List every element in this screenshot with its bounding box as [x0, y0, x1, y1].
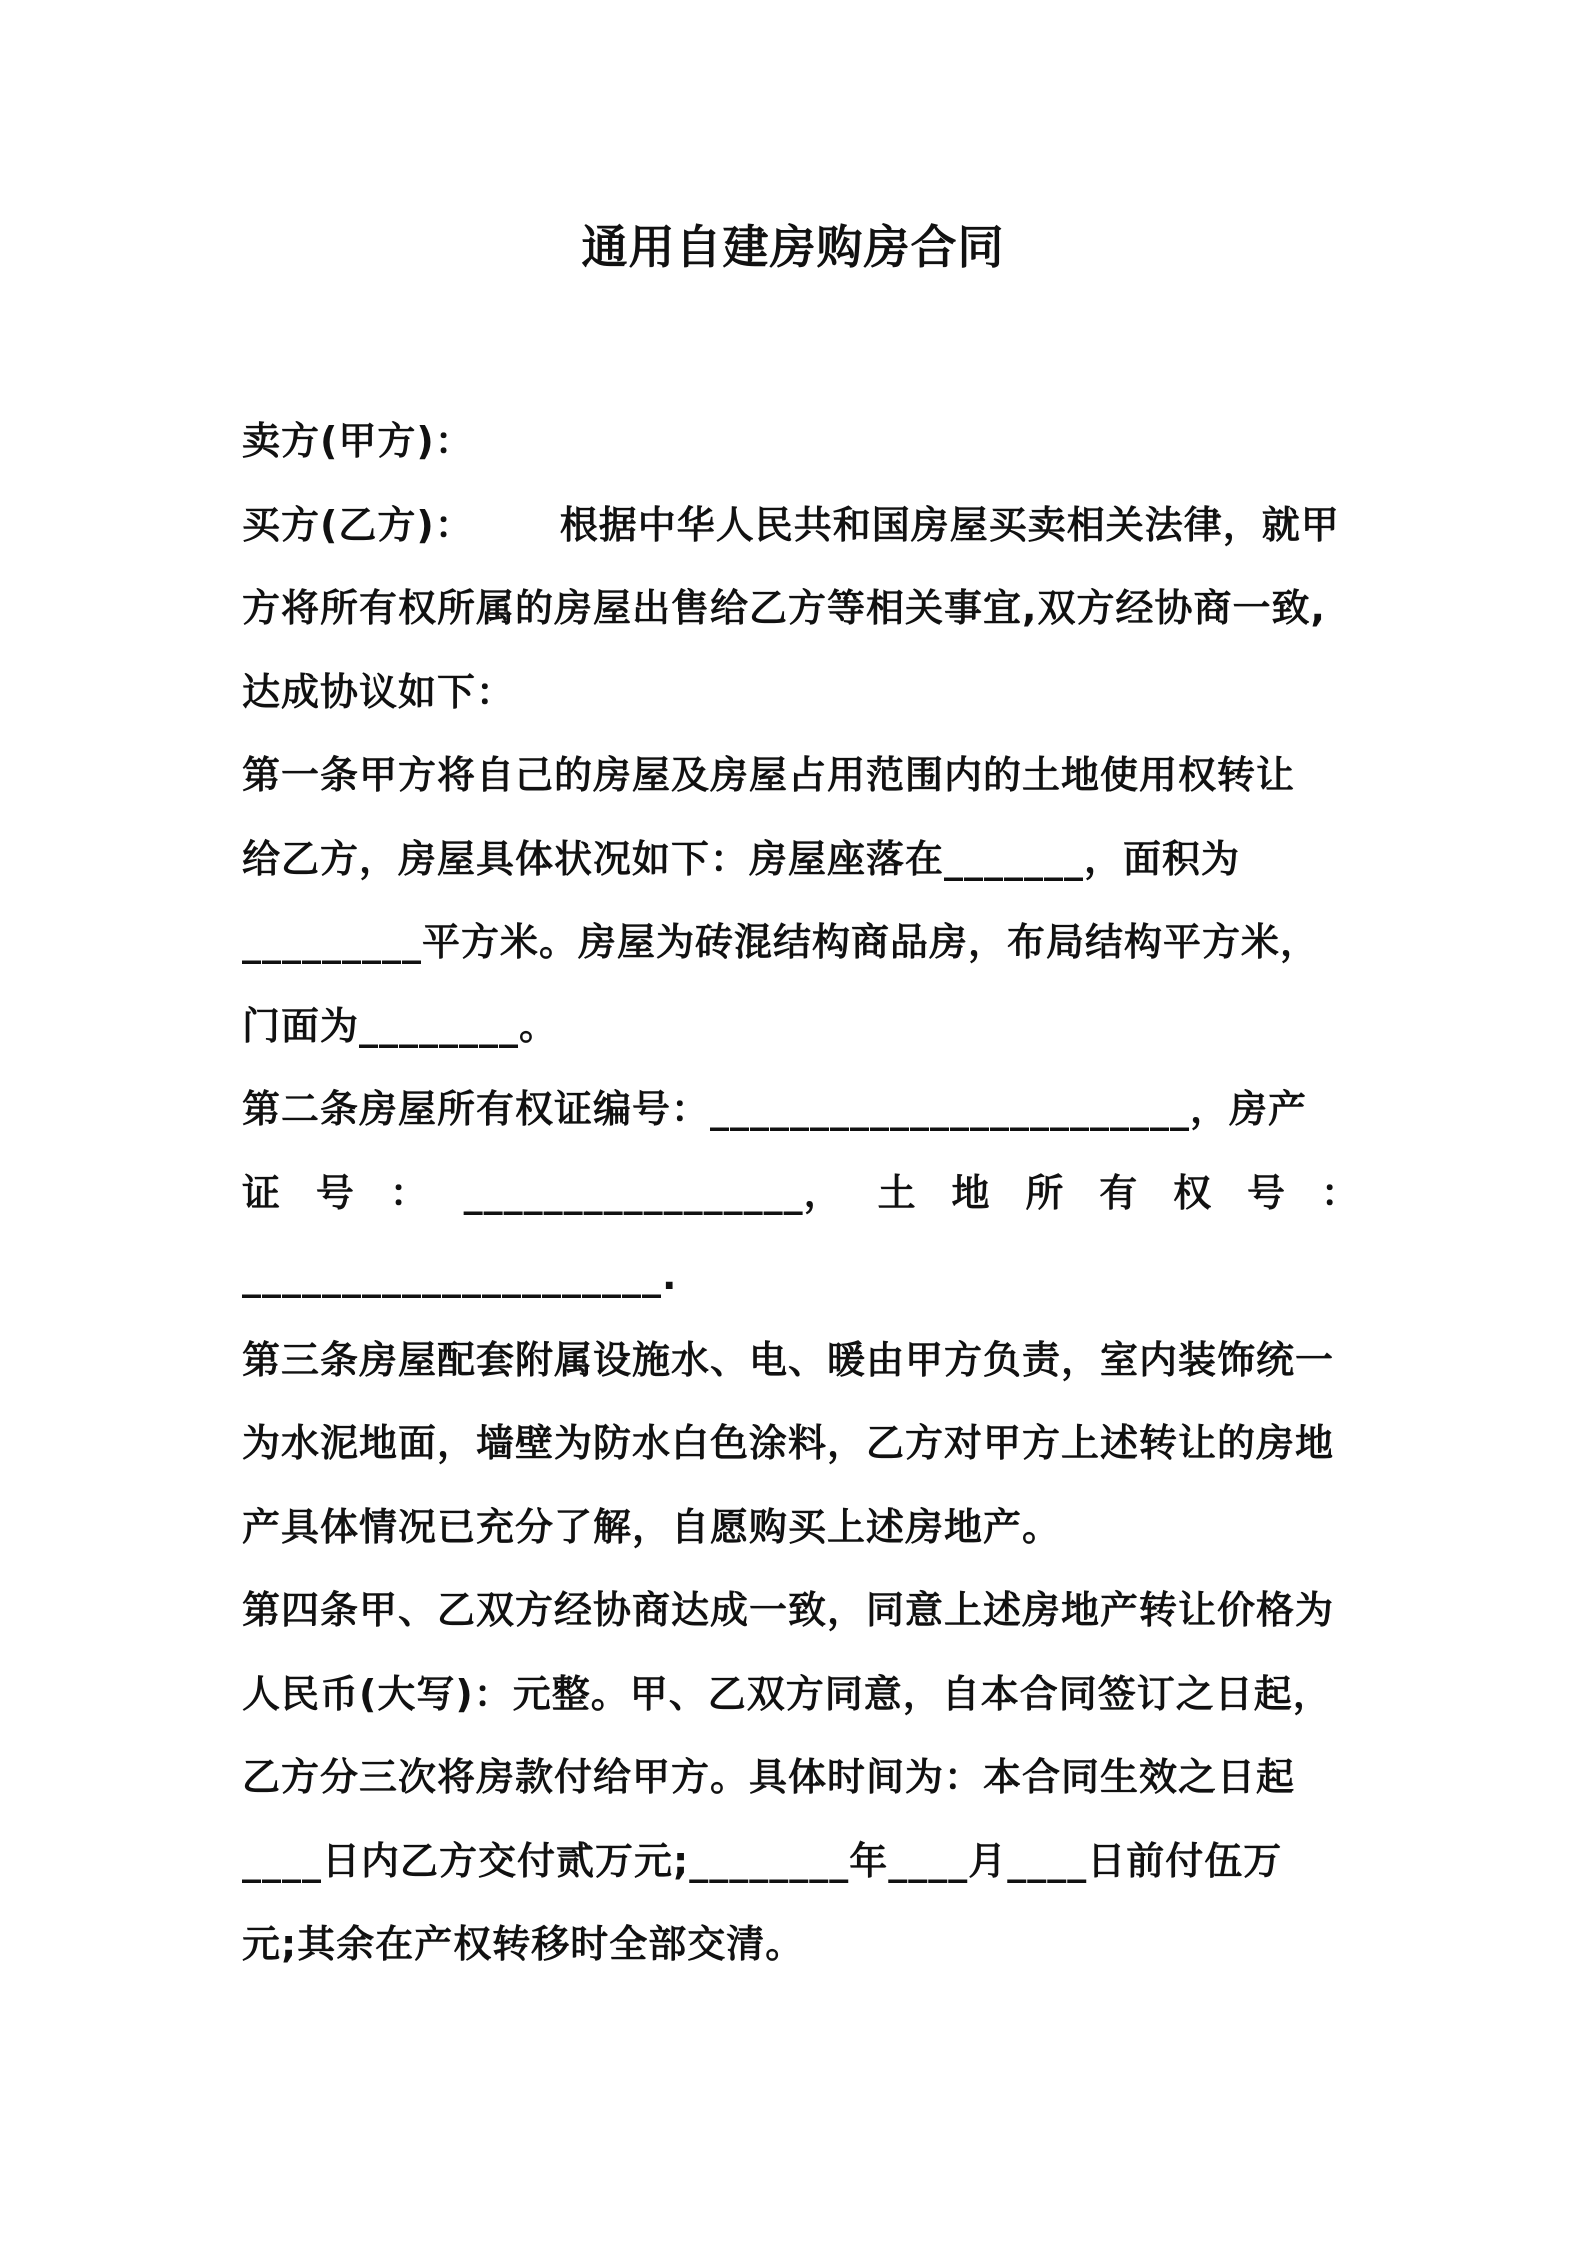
article3-line-3: 产具体情况已充分了解，自愿购买上述房地产。 — [242, 1504, 1062, 1549]
art2-part: 号 — [315, 1170, 355, 1215]
buyer-label: 买方(乙方)： — [242, 502, 474, 547]
article3-line-2: 为水泥地面，墙壁为防水白色涂料，乙方对甲方上述转让的房地 — [242, 1421, 1335, 1465]
article4-line-5: 元;其余在产权转移时全部交清。 — [242, 1922, 805, 1966]
article4-line-4: ____日内乙方交付贰万元;________年____月____日前付伍万 — [242, 1838, 1283, 1883]
art2-part: 号 — [1247, 1170, 1287, 1215]
document-body — [242, 400, 1360, 1987]
article4-line-3: 乙方分三次将房款付给甲方。具体时间为：本合同生效之日起 — [242, 1755, 1296, 1799]
art2-part: 所 — [1025, 1170, 1065, 1215]
buyer-rest: 根据中华人民共和国房屋买卖相关法律，就甲 — [559, 502, 1340, 547]
art2-part: 地 — [951, 1170, 991, 1215]
art2-part: ： — [1320, 1170, 1360, 1215]
article2-line-2 — [242, 1152, 1360, 1236]
article1-line-4: 门面为________。 — [242, 1003, 559, 1048]
para1-line-2: 方将所有权所属的房屋出售给乙方等相关事宜,双方经协商一致, — [242, 586, 1326, 630]
article3-line-1: 第三条房屋配套附属设施水、电、暖由甲方负责，室内装饰统一 — [242, 1337, 1335, 1382]
seller-line: 卖方(甲方)： — [242, 419, 474, 463]
article4-line-2: 人民币(大写)：元整。甲、乙双方同意，自本合同签订之日起， — [242, 1671, 1332, 1716]
art2-part: ： — [389, 1170, 429, 1215]
art2-part: 权 — [1173, 1170, 1213, 1215]
buyer-line — [242, 484, 1360, 568]
article1-line-2: 给乙方，房屋具体状况如下：房屋座落在_______，面积为 — [242, 836, 1241, 881]
article4-line-1: 第四条甲、乙双方经协商达成一致，同意上述房地产转让价格为 — [242, 1588, 1335, 1632]
art2-part: 土 — [877, 1170, 917, 1215]
article2-line-3: _____________________. — [242, 1254, 678, 1298]
art2-part: 有 — [1099, 1170, 1139, 1215]
para1-line-3: 达成协议如下： — [242, 669, 516, 714]
art2-part: 证 — [242, 1170, 282, 1215]
article2-line-1: 第二条房屋所有权证编号：________________________，房产 — [242, 1087, 1308, 1131]
article1-line-3: _________平方米。房屋为砖混结构商品房，布局结构平方米， — [242, 920, 1320, 964]
art2-part: _________________， — [463, 1170, 843, 1215]
article1-line-1: 第一条甲方将自己的房屋及房屋占用范围内的土地使用权转让 — [242, 753, 1296, 797]
document-title: 通用自建房购房合同 — [581, 220, 1005, 274]
